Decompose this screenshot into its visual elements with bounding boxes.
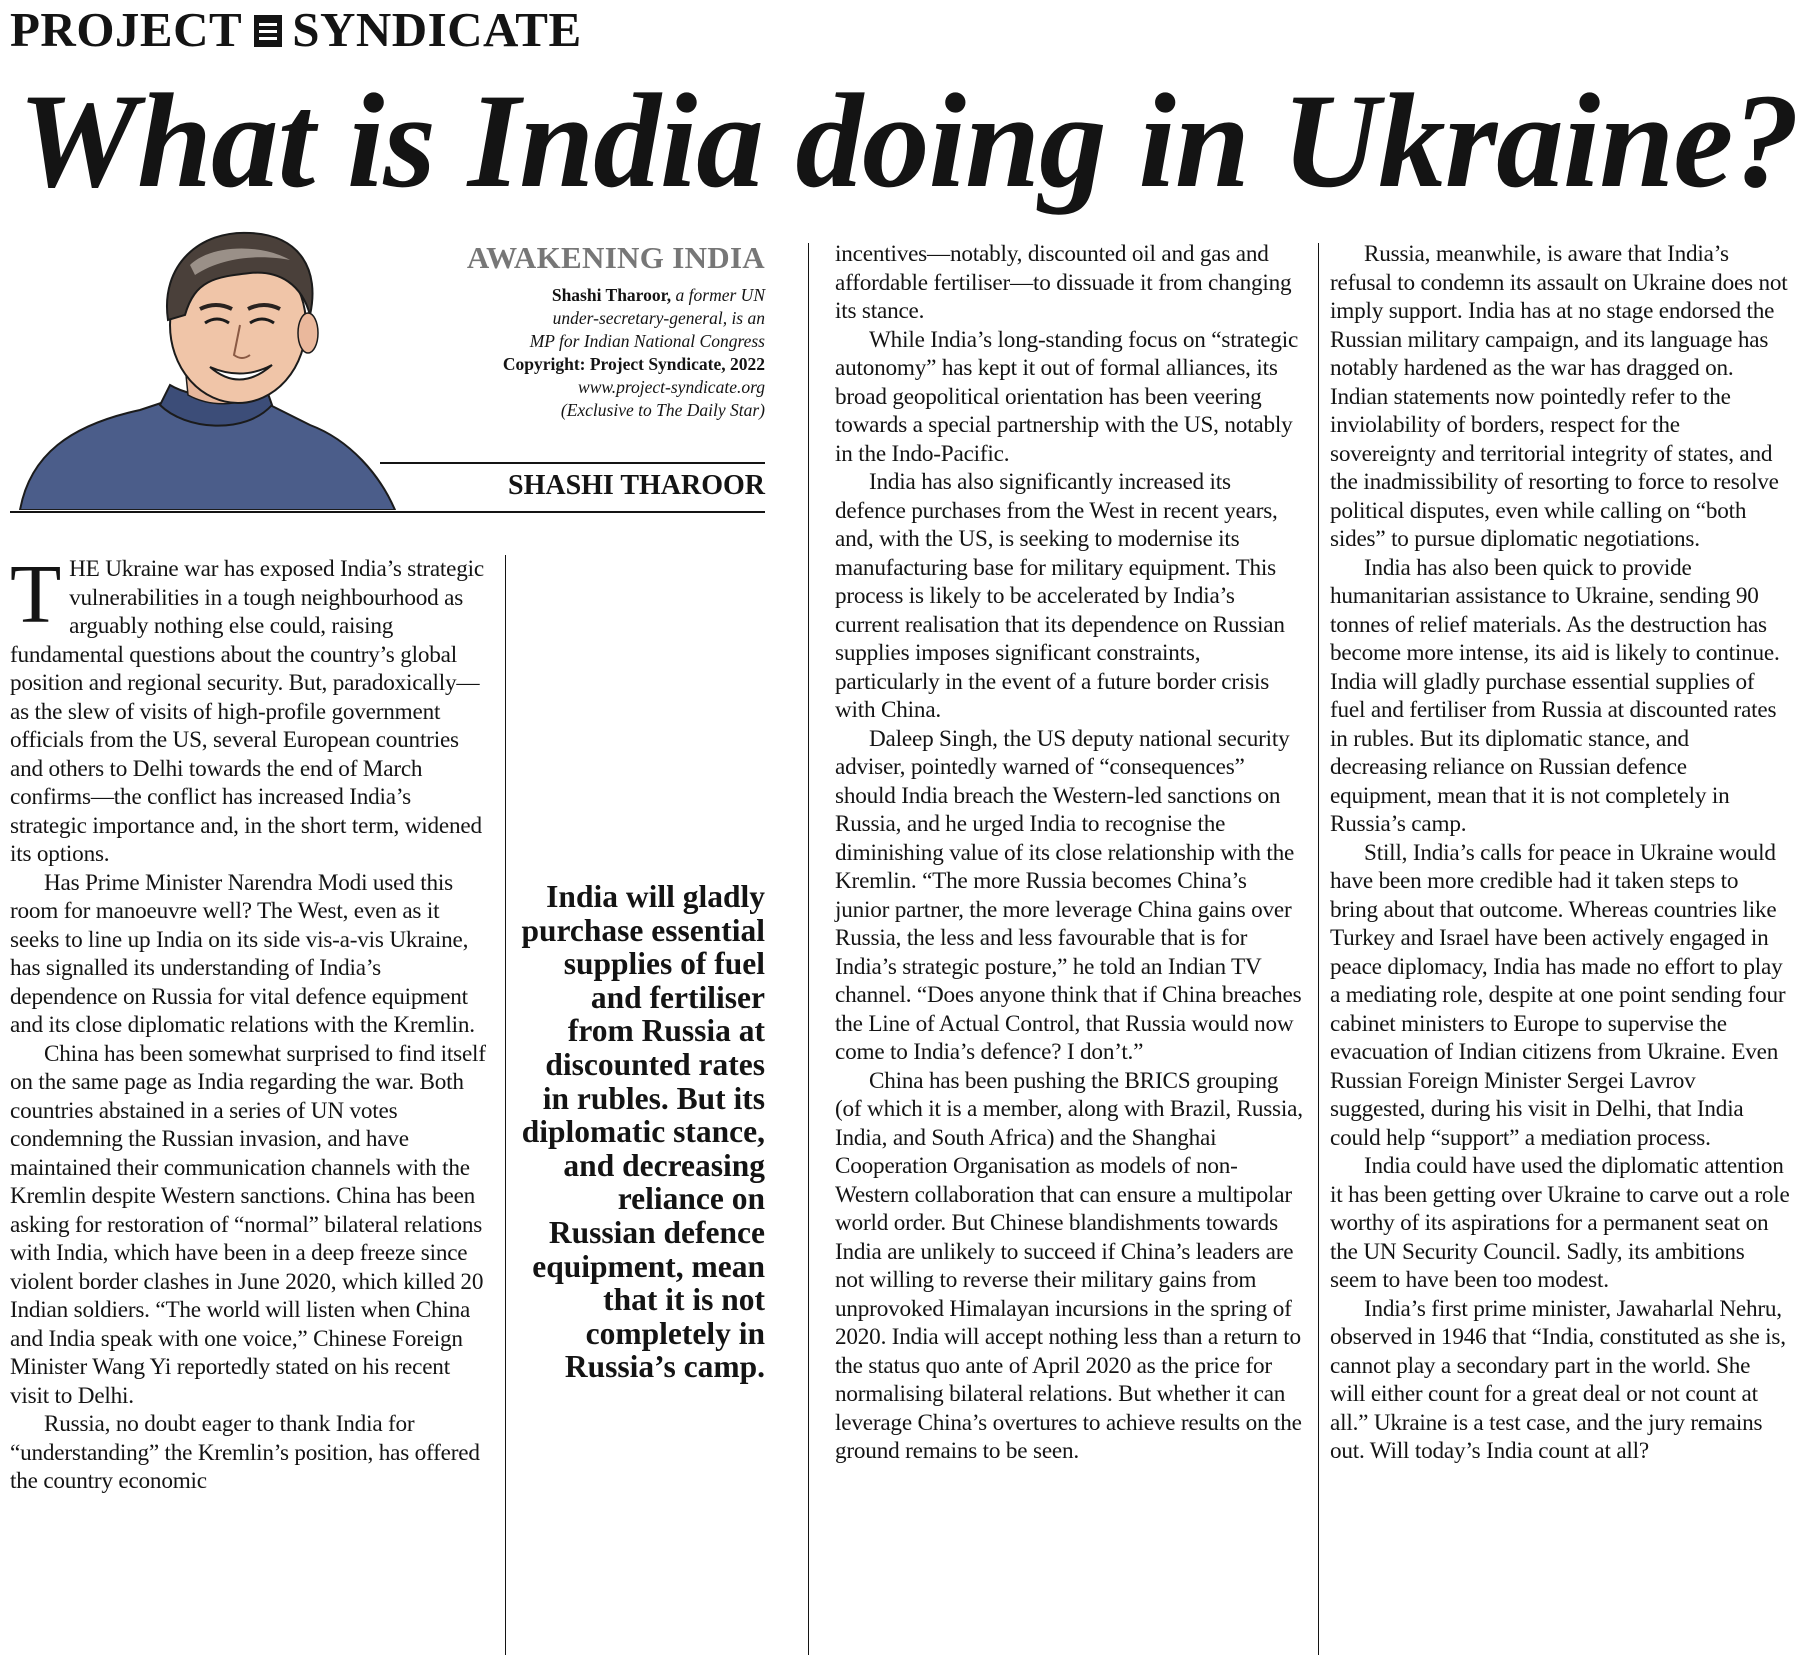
masthead [10, 2, 582, 56]
article-paragraph: Russia, no doubt eager to thank India for “understanding” the Kremlin’s position, has offered the country economic [10, 1411, 480, 1494]
drop-cap: T [10, 548, 62, 641]
article-paragraph: Still, India’s calls for peace in Ukraine would have been more credible had it taken steps to bring about that outcome. Whereas countries like Turkey and Israel have been actively engaged in peace diplomacy, India has made no effort to play a mediating role, despite at one point sending four cabinet ministers to Europe to supervise the evacuation of Indian citizens from Ukraine. Even Russian Foreign Minister Sergei Lavrov suggested, during his visit in Delhi, that India could help “support” a mediation process. [1330, 839, 1786, 1151]
article-paragraph: THE Ukraine war has exposed India’s strategic vulnerabilities in a tough neighbourhood as arguably nothing else could, raising fundamental questions about the country’s global position and regional security. But, paradoxically—as the slew of visits of high-profile government officials from the US, several European countries and others to Delhi towards the end of March confirms—the conflict has increased India’s strategic importance and, in the short term, widened its options. [10, 548, 484, 867]
article-paragraph: India has also significantly increased its defence purchases from the West in recent years, and, with the US, is seeking to modernise its manufacturing base for military equipment. This process is likely to be accelerated by India’s current realisation that its dependence on Russian supplies imposes significant constraints, particularly in the event of a future border crisis with China. [835, 469, 1285, 723]
article-column-3 [1330, 240, 1790, 1466]
masthead-left: PROJECT [10, 1, 243, 57]
column-kicker: AWAKENING INDIA [466, 240, 765, 275]
masthead-right: SYNDICATE [292, 1, 582, 57]
article-paragraph: India’s first prime minister, Jawaharlal Nehru, observed in 1946 that “India, constituted as she is, cannot play a secondary part in the world. She will either count for a great deal or not count at all.” Ukraine is a test case, and the jury remains out. Will today’s India count at all? [1330, 1295, 1786, 1464]
byline-box [380, 240, 765, 422]
author-rule-bottom [10, 511, 765, 513]
bio-line1: a former UN [671, 285, 765, 305]
article-paragraph: Has Prime Minister Narendra Modi used this room for manoeuvre well? The West, even as it seeks to line up India on its side vis-a-vis Ukraine, has signalled its understanding of India’s dependence on Russia for vital defence equipment and its close diplomatic relations with the Kremlin. [10, 869, 475, 1038]
author-name: SHASHI THAROOR [508, 470, 765, 501]
article-paragraph: India could have used the diplomatic attention it has been getting over Ukraine to carve out a role worthy of its aspirations for a permanent seat on the UN Security Council. Sadly, its ambitions seem to have been too modest. [1330, 1153, 1790, 1293]
article-paragraph: incentives—notably, discounted oil and gas and affordable fertiliser—to dissuade it from changing its stance. [835, 241, 1292, 324]
article-column-2 [835, 240, 1303, 1466]
article-paragraph: While India’s long-standing focus on “strategic autonomy” has kept it out of formal alliances, its broad geopolitical orientation has been veering towards a special partnership with the US, notably in the Indo-Pacific. [835, 326, 1299, 467]
bio-rest: under-secretary-general, is an MP for Indian National Congress [529, 308, 765, 351]
article-paragraph: Russia, meanwhile, is aware that India’s refusal to condemn its assault on Ukraine does not imply support. India has at no stage endorsed the Russian military campaign, and its language has notably hardened as the war has dragged on. Indian statements now pointedly refer to the inviolability of borders, respect for the sovereignty and territorial integrity of states, and the inadmissibility of resorting to force to resolve political disputes, even while calling on “both sides” to pursue diplomatic negotiations. [1330, 241, 1788, 552]
author-portrait-illustration [10, 225, 405, 510]
pull-quote: India will gladly purchase essential supplies of fuel and fertiliser from Russia at discounted rates in rubles. But its diplomatic stance, and decreasing reliance on Russian defence equipment, mean that it is not completely in Russia’s camp. [521, 879, 765, 1385]
article-paragraph: China has been pushing the BRICS grouping (of which it is a member, along with Brazil, Russia, India, and South Africa) and the Shanghai Cooperation Organisation as models of non-Western collaboration that can ensure a multipolar world order. But Chinese blandishments towards India are unlikely to succeed if China’s leaders are not willing to reverse their military gains from unprovoked Himalayan incursions in the spring of 2020. India will accept nothing less than a return to the status quo ante of April 2020 as the price for normalising bilateral relations. But whether it can leverage China’s overtures to achieve results on the ground remains to be seen. [835, 1067, 1303, 1464]
article-column-1 [10, 548, 490, 1496]
author-bio [380, 284, 765, 422]
column-rule-3 [1318, 243, 1319, 1655]
article-paragraph: China has been somewhat surprised to find itself on the same page as India regarding the war. Both countries abstained in a series of UN votes condemning the Russian invasion, and have maintained their communication channels with the Kremlin despite Western sanctions. China has been asking for restoration of “normal” bilateral relations with India, which have been in a deep freeze since violent border clashes in June 2020, which killed 20 Indian soldiers. “The world will listen when China and India speak with one voice,” Chinese Foreign Minister Wang Yi reportedly stated on his recent visit to Delhi. [10, 1040, 486, 1409]
column-rule-2 [808, 243, 809, 1655]
bio-exclusive: (Exclusive to The Daily Star) [560, 400, 765, 420]
headline: What is India doing in Ukraine? [18, 67, 1799, 216]
column-rule-1 [505, 555, 506, 1655]
portrait-ear [298, 313, 318, 353]
article-paragraph: Daleep Singh, the US deputy national security adviser, pointedly warned of “consequences” should India breach the Western-led sanctions on Russia, and he urged India to recognise the diminishing value of its close relationship with the Kremlin. “The more Russia becomes China’s junior partner, the more leverage China gains over Russia, the less and less favourable that is for India’s strategic posture,” he told an Indian TV channel. “Does anyone think that if China breaches the Line of Actual Control, that Russia would now come to India’s defence? I don’t.” [835, 725, 1302, 1065]
newspaper-icon [254, 15, 282, 47]
bio-site: www.project-syndicate.org [578, 377, 765, 397]
bio-copyright: Copyright: Project Syndicate, 2022 [502, 354, 765, 374]
author-rule-top [380, 462, 765, 464]
article-paragraph: India has also been quick to provide humanitarian assistance to Ukraine, sending 90 tonnes of relief materials. As the destruction has become more intense, its aid is likely to continue. India will gladly purchase essential supplies of fuel and fertiliser from Russia at discounted rates in rubles. But its diplomatic stance, and decreasing reliance on Russian defence equipment, mean that it is not completely in Russia’s camp. [1330, 554, 1780, 837]
bio-name: Shashi Tharoor, [551, 285, 672, 305]
